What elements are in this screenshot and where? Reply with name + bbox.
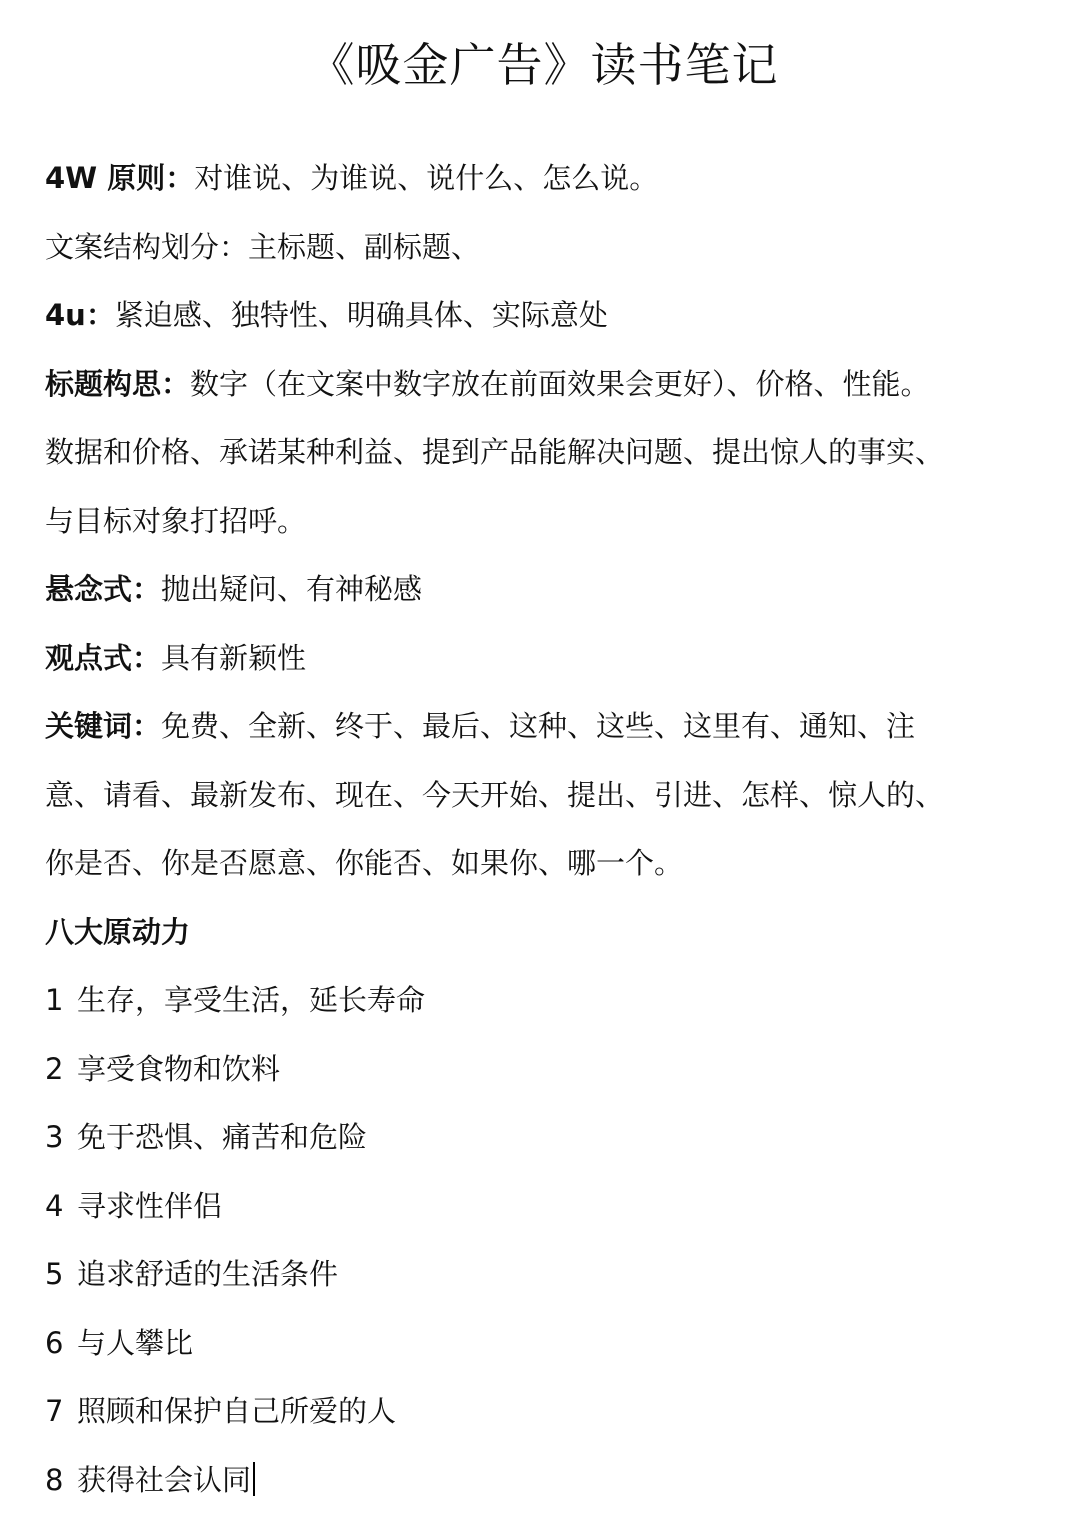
- drive-item: [45, 1172, 985, 1241]
- drive-item-text: 获得社会认同: [77, 1463, 251, 1497]
- rule-4w-text: 对谁说、为谁说、说什么、怎么说。: [194, 161, 658, 195]
- keywords-label: 关键词：: [45, 709, 161, 743]
- drive-item: [45, 966, 985, 1035]
- drive-item-text: 与人攀比: [77, 1326, 193, 1360]
- keywords-text: 免费、全新、终于、最后、这种、这些、这里有、通知、注: [161, 709, 915, 743]
- drive-item: [45, 1103, 985, 1172]
- drive-item-number: 8: [45, 1446, 77, 1514]
- headline-idea-line-3: 与目标对象打招呼。: [45, 487, 985, 556]
- drive-item-number: 2: [45, 1035, 77, 1104]
- viewpoint-text: 具有新颖性: [161, 641, 306, 675]
- drive-item-number: 4: [45, 1172, 77, 1241]
- suspense-text: 抛出疑问、有神秘感: [161, 572, 422, 606]
- viewpoint-label: 观点式：: [45, 641, 161, 675]
- keywords-line: [45, 692, 985, 761]
- drive-item-text: 生存，享受生活，延长寿命: [77, 983, 425, 1017]
- drive-item-number: 3: [45, 1103, 77, 1172]
- structure-line: 文案结构划分：主标题、副标题、: [45, 213, 985, 282]
- drive-item: [45, 1035, 985, 1104]
- drive-item: [45, 1377, 985, 1446]
- drive-item: [45, 1309, 985, 1378]
- drive-item-text: 免于恐惧、痛苦和危险: [77, 1120, 367, 1154]
- drive-item: [45, 1446, 985, 1514]
- drive-item-text: 照顾和保护自己所爱的人: [77, 1394, 396, 1428]
- headline-idea-line: [45, 350, 985, 419]
- drive-item-text: 追求舒适的生活条件: [77, 1257, 338, 1291]
- viewpoint-line: [45, 624, 985, 693]
- rule-4w-label: 4W 原则：: [45, 161, 194, 195]
- headline-idea-line-2: 数据和价格、承诺某种利益、提到产品能解决问题、提出惊人的事实、: [45, 418, 985, 487]
- keywords-line-3: 你是否、你是否愿意、你能否、如果你、哪一个。: [45, 829, 985, 898]
- text-cursor: [253, 1462, 255, 1496]
- suspense-line: [45, 555, 985, 624]
- drive-item: [45, 1240, 985, 1309]
- drive-item-text: 寻求性伴侣: [77, 1189, 222, 1223]
- drive-item-text: 享受食物和饮料: [77, 1052, 280, 1086]
- drive-item-number: 6: [45, 1309, 77, 1378]
- rule-4u-text: 紧迫感、独特性、明确具体、实际意处: [115, 298, 608, 332]
- drives-heading: 八大原动力: [45, 898, 985, 967]
- rule-4u-line: [45, 281, 985, 350]
- drive-item-number: 7: [45, 1377, 77, 1446]
- drive-item-number: 5: [45, 1240, 77, 1309]
- headline-idea-text: 数字（在文案中数字放在前面效果会更好）、价格、性能。: [190, 367, 930, 401]
- suspense-label: 悬念式：: [45, 572, 161, 606]
- rule-4u-label: 4u：: [45, 298, 115, 332]
- document-title: 《吸金广告》读书笔记: [0, 34, 1067, 96]
- drive-item-number: 1: [45, 966, 77, 1035]
- keywords-line-2: 意、请看、最新发布、现在、今天开始、提出、引进、怎样、惊人的、: [45, 761, 985, 830]
- document-body[interactable]: [45, 144, 985, 1514]
- rule-4w-line: [45, 144, 985, 213]
- headline-idea-label: 标题构思：: [45, 367, 190, 401]
